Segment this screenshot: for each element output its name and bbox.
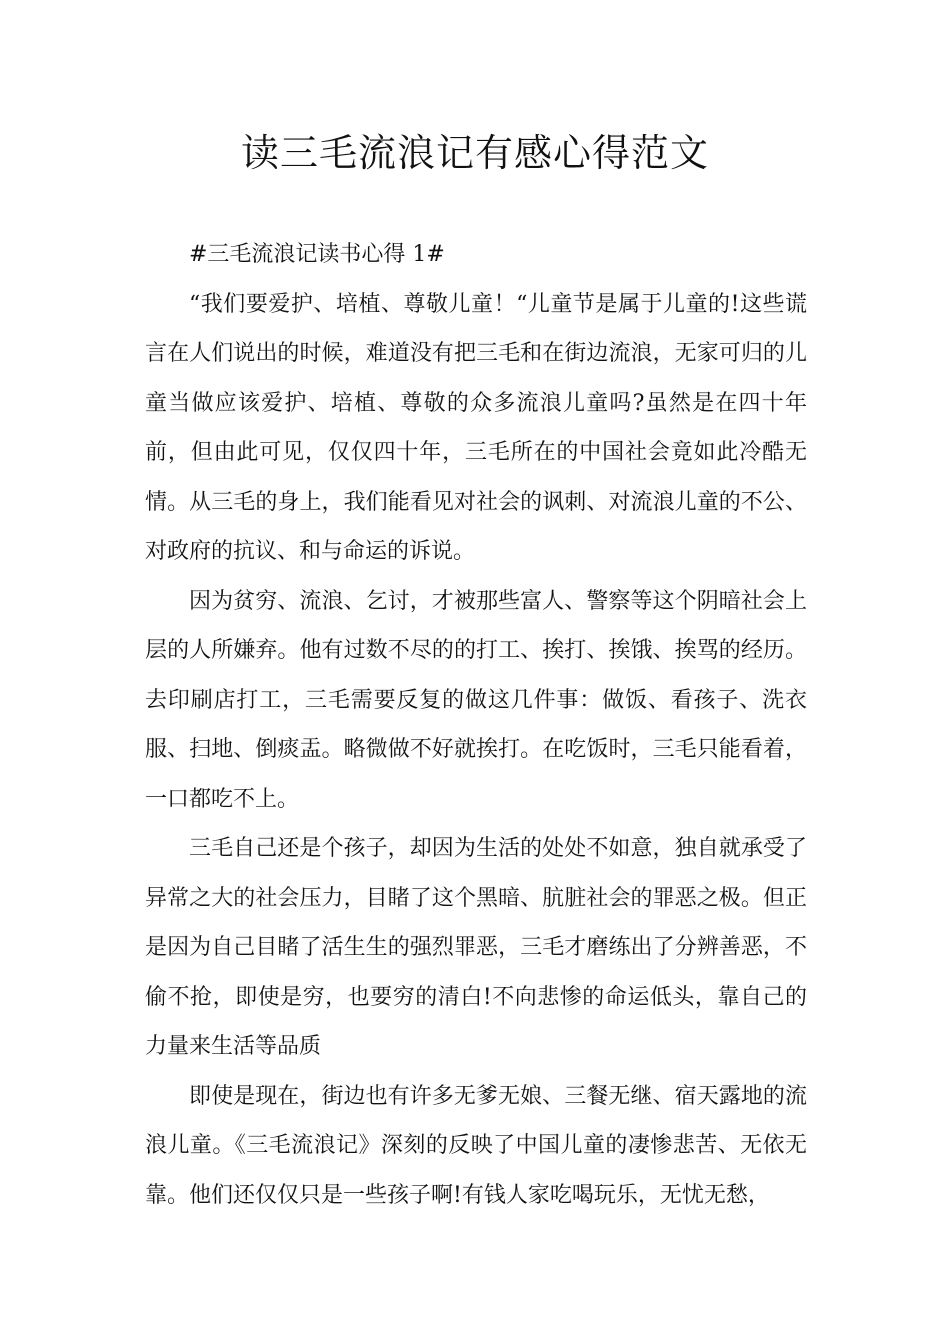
paragraph-1: “我们要爱护、培植、尊敬儿童！“儿童节是属于儿童的!这些谎言在人们说出的时候，难道没有把三毛和在街边流浪，无家可归的儿童当做应该爱护、培植、尊敬的众多流浪儿童吗?虽然是在四十年前，但由此可见，仅仅四十年，三毛所在的中国社会竟如此冷酷无情。从三毛的身上，我们能看见对社会的讽刺、对流浪儿童的不公、对政府的抗议、和与命运的诉说。 bbox=[145, 291, 807, 564]
document-body bbox=[145, 230, 807, 1220]
paragraph-2: 因为贫穷、流浪、乞讨，才被那些富人、警察等这个阴暗社会上层的人所嫌弃。他有过数不尽的的打工、挨打、挨饿、挨骂的经历。去印刷店打工，三毛需要反复的做这几件事：做饭、看孩子、洗衣服、扫地、倒痰盂。略微做不好就挨打。在吃饭时，三毛只能看着，一口都吃不上。 bbox=[145, 588, 807, 812]
section-heading: #三毛流浪记读书心得 1# bbox=[189, 242, 445, 267]
paragraph-3: 三毛自己还是个孩子，却因为生活的处处不如意，独自就承受了异常之大的社会压力，目睹了这个黑暗、肮脏社会的罪恶之极。但正是因为自己目睹了活生生的强烈罪恶，三毛才磨练出了分辨善恶，不偷不抢，即使是穷，也要穷的清白!不向悲惨的命运低头，靠自己的力量来生活等品质 bbox=[145, 836, 807, 1059]
paragraph-4: 即使是现在，街边也有许多无爹无娘、三餐无继、宿天露地的流浪儿童。《三毛流浪记》深刻的反映了中国儿童的凄惨悲苦、无依无靠。他们还仅仅只是一些孩子啊!有钱人家吃喝玩乐，无忧无愁， bbox=[145, 1083, 807, 1208]
document-title: 读三毛流浪记有感心得范文 bbox=[240, 131, 709, 175]
